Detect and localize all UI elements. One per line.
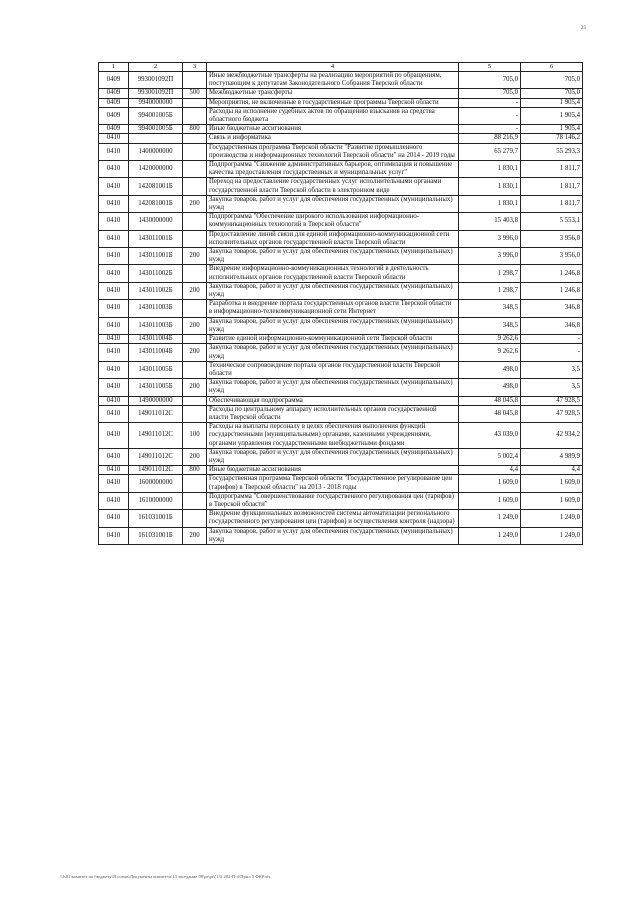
page-number: 25 — [581, 26, 586, 31]
amount-1-cell: 15 403,8 — [459, 213, 521, 230]
item-name-cell: Государственная программа Тверской области "Развитие промышленного производства и информационных технологий Тверской области" на 2014 - 2019 годы — [207, 143, 459, 160]
item-name-cell: Государственная программа Тверской области "Государственное регулирование цен (тарифов) в Тверской области" на 2013 - 2018 годы — [207, 475, 459, 492]
expense-type-cell: 200 — [183, 344, 207, 361]
amount-2-cell: 1 905,4 — [521, 98, 583, 107]
expense-type-cell — [183, 492, 207, 509]
item-name-cell: Закупка товаров, работ и услуг для обеспечения государственных (муниципальных) нужд — [207, 282, 459, 299]
section-code-cell: 0410 — [99, 423, 129, 449]
article-code-cell: 161031001Б — [129, 527, 183, 544]
table-row — [99, 265, 583, 282]
amount-1-cell: 705,0 — [459, 72, 521, 89]
amount-2-cell: 1 905,4 — [521, 107, 583, 124]
expense-type-cell: 200 — [183, 195, 207, 212]
table-row — [99, 107, 583, 124]
section-code-cell: 0410 — [99, 396, 129, 405]
amount-2-cell: 47 928,5 — [521, 396, 583, 405]
amount-1-cell: - — [459, 98, 521, 107]
item-name-cell: Предоставление линий связи для единой информационно-коммуникационной сети исполнительных органов государственной власти Тверской области — [207, 230, 459, 247]
article-code-cell: 149011012С — [129, 466, 183, 475]
table-row — [99, 161, 583, 178]
amount-1-cell: 1 298,7 — [459, 282, 521, 299]
expense-type-cell: 800 — [183, 466, 207, 475]
section-code-cell: 0410 — [99, 161, 129, 178]
article-code-cell: 143011001Б — [129, 248, 183, 265]
table-header-row — [99, 63, 583, 72]
table-row — [99, 72, 583, 89]
expense-type-cell: 200 — [183, 248, 207, 265]
article-code-cell: 1600000000 — [129, 475, 183, 492]
item-name-cell: Расходы по центральному аппарату исполнительных органов государственной власти Тверской области — [207, 405, 459, 422]
article-code-cell: 161031001Б — [129, 510, 183, 527]
item-name-cell: Закупка товаров, работ и услуг для обеспечения государственных (муниципальных) нужд — [207, 344, 459, 361]
table-row — [99, 143, 583, 160]
table-row — [99, 448, 583, 465]
section-code-cell: 0409 — [99, 89, 129, 98]
section-code-cell: 0410 — [99, 300, 129, 317]
article-code-cell: 143011003Б — [129, 300, 183, 317]
expense-type-cell — [183, 230, 207, 247]
amount-2-cell: 1 249,0 — [521, 510, 583, 527]
footer-file-path: \\fs01\комитет по бюджету\Я.созыв\Документы комитета\13 заседание 09\pr\pr\(13) 282-П-4\Прил 5 ФКР.xls — [60, 874, 271, 879]
amount-2-cell: 42 934,2 — [521, 423, 583, 449]
article-code-cell: 1420000000 — [129, 161, 183, 178]
amount-1-cell: 1 830,1 — [459, 195, 521, 212]
amount-1-cell: 3 996,0 — [459, 230, 521, 247]
header-cell-amount-1: 5 — [459, 63, 521, 72]
amount-1-cell: 65 279,7 — [459, 143, 521, 160]
table-row — [99, 317, 583, 334]
article-code-cell: 143011001Б — [129, 230, 183, 247]
amount-2-cell: 3,5 — [521, 361, 583, 378]
item-name-cell: Закупка товаров, работ и услуг для обеспечения государственных (муниципальных) нужд — [207, 379, 459, 396]
amount-1-cell: 1 609,0 — [459, 475, 521, 492]
table-row — [99, 134, 583, 143]
section-code-cell: 0410 — [99, 248, 129, 265]
item-name-cell: Закупка товаров, работ и услуг для обеспечения государственных (муниципальных) нужд — [207, 195, 459, 212]
table-row — [99, 510, 583, 527]
item-name-cell: Внедрение информационно-коммуникационных технологий в деятельность исполнительных органов государственной власти Тверской области — [207, 265, 459, 282]
expense-type-cell — [183, 178, 207, 195]
expense-type-cell — [183, 335, 207, 344]
expense-type-cell: 800 — [183, 125, 207, 134]
header-cell-name: 4 — [207, 63, 459, 72]
item-name-cell: Закупка товаров, работ и услуг для обеспечения государственных (муниципальных) нужд — [207, 317, 459, 334]
amount-2-cell: 346,8 — [521, 300, 583, 317]
amount-1-cell: 1 249,0 — [459, 527, 521, 544]
expense-type-cell: 200 — [183, 379, 207, 396]
amount-2-cell: 4,4 — [521, 466, 583, 475]
item-name-cell: Расходы на выплаты персоналу в целях обеспечения выполнения функций государственными (муниципальными) органами, казенными учреждениями, органами управления государственными внебюджетными фондами — [207, 423, 459, 449]
amount-2-cell: 47 928,5 — [521, 405, 583, 422]
header-cell-amount-2: 6 — [521, 63, 583, 72]
section-code-cell: 0410 — [99, 475, 129, 492]
article-code-cell: 143011004Б — [129, 344, 183, 361]
table-row — [99, 248, 583, 265]
amount-2-cell: 55 293,3 — [521, 143, 583, 160]
amount-2-cell: 1 246,8 — [521, 282, 583, 299]
item-name-cell: Внедрение функциональных возможностей системы автоматизации регионального государственного регулирования цен (тарифов) и осуществления контроля (надзора) — [207, 510, 459, 527]
amount-1-cell: 9 262,6 — [459, 344, 521, 361]
table-row — [99, 125, 583, 134]
expense-type-cell — [183, 300, 207, 317]
section-code-cell: 0409 — [99, 98, 129, 107]
amount-2-cell: 1 609,0 — [521, 492, 583, 509]
item-name-cell: Подпрограмма "Обеспечение широкого использования информационно-коммуникационных технологий в Тверской области" — [207, 213, 459, 230]
article-code-cell: 1400000000 — [129, 143, 183, 160]
amount-2-cell: 346,8 — [521, 317, 583, 334]
amount-2-cell: 4 989,9 — [521, 448, 583, 465]
table-row — [99, 344, 583, 361]
table-row — [99, 405, 583, 422]
header-cell-section: 1 — [99, 63, 129, 72]
table-row — [99, 527, 583, 544]
amount-1-cell: 4,4 — [459, 466, 521, 475]
section-code-cell: 0410 — [99, 344, 129, 361]
amount-1-cell: 348,5 — [459, 317, 521, 334]
amount-1-cell: 88 216,9 — [459, 134, 521, 143]
expense-type-cell: 200 — [183, 527, 207, 544]
item-name-cell: Иные бюджетные ассигнования — [207, 125, 459, 134]
table-row — [99, 282, 583, 299]
table-row — [99, 423, 583, 449]
amount-2-cell: 3,5 — [521, 379, 583, 396]
article-code-cell: 149011012С — [129, 405, 183, 422]
expense-type-cell: 200 — [183, 282, 207, 299]
amount-1-cell: 48 045,8 — [459, 405, 521, 422]
item-name-cell: Переход на предоставление государственных услуг исполнительными органами государственной власти Тверской области в электронном виде — [207, 178, 459, 195]
amount-1-cell: 43 039,0 — [459, 423, 521, 449]
budget-table — [98, 62, 583, 545]
section-code-cell: 0410 — [99, 492, 129, 509]
table-row — [99, 475, 583, 492]
item-name-cell: Мероприятия, не включенные в государственные программы Тверской области — [207, 98, 459, 107]
article-code-cell: 1610000000 — [129, 492, 183, 509]
item-name-cell: Межбюджетные трансферты — [207, 89, 459, 98]
article-code-cell: 994001005Б — [129, 107, 183, 124]
amount-1-cell: 5 002,4 — [459, 448, 521, 465]
table-row — [99, 466, 583, 475]
item-name-cell: Закупка товаров, работ и услуг для обеспечения государственных (муниципальных) нужд — [207, 448, 459, 465]
amount-1-cell: 498,0 — [459, 379, 521, 396]
expense-type-cell — [183, 107, 207, 124]
amount-1-cell: 1 609,0 — [459, 492, 521, 509]
table-row — [99, 89, 583, 98]
table-row — [99, 335, 583, 344]
table-row — [99, 230, 583, 247]
table-row — [99, 379, 583, 396]
expense-type-cell: 200 — [183, 448, 207, 465]
article-code-cell: 142081001Б — [129, 178, 183, 195]
amount-1-cell: 3 996,0 — [459, 248, 521, 265]
table-row — [99, 98, 583, 107]
article-code-cell: 993001092П — [129, 72, 183, 89]
table-row — [99, 213, 583, 230]
item-name-cell: Подпрограмма "Снижение административных барьеров, оптимизация и повышение качества предоставления государственных и муниципальных услуг" — [207, 161, 459, 178]
article-code-cell: 993001092П — [129, 89, 183, 98]
amount-2-cell: 3 956,0 — [521, 230, 583, 247]
amount-1-cell: 1 830,1 — [459, 178, 521, 195]
article-code-cell: 142081001Б — [129, 195, 183, 212]
amount-1-cell: 498,0 — [459, 361, 521, 378]
amount-2-cell: 78 146,2 — [521, 134, 583, 143]
section-code-cell: 0410 — [99, 265, 129, 282]
article-code-cell: 9940000000 — [129, 98, 183, 107]
amount-2-cell: 1 246,8 — [521, 265, 583, 282]
expense-type-cell: 500 — [183, 89, 207, 98]
amount-2-cell: 1 609,0 — [521, 475, 583, 492]
item-name-cell: Закупка товаров, работ и услуг для обеспечения государственных (муниципальных) нужд — [207, 248, 459, 265]
section-code-cell: 0410 — [99, 466, 129, 475]
amount-1-cell: 48 045,8 — [459, 396, 521, 405]
article-code-cell: 149011012С — [129, 423, 183, 449]
table-row — [99, 361, 583, 378]
section-code-cell: 0410 — [99, 448, 129, 465]
item-name-cell: Развитие единой информационно-коммуникационной сети Тверской области — [207, 335, 459, 344]
table-row — [99, 300, 583, 317]
section-code-cell: 0410 — [99, 178, 129, 195]
expense-type-cell — [183, 405, 207, 422]
expense-type-cell — [183, 510, 207, 527]
article-code-cell: 143011004Б — [129, 335, 183, 344]
amount-1-cell: 9 262,6 — [459, 335, 521, 344]
table-row — [99, 195, 583, 212]
amount-1-cell: 348,5 — [459, 300, 521, 317]
section-code-cell: 0410 — [99, 282, 129, 299]
amount-2-cell: 1 905,4 — [521, 125, 583, 134]
item-name-cell: Иные бюджетные ассигнования — [207, 466, 459, 475]
amount-2-cell: 705,0 — [521, 72, 583, 89]
amount-2-cell: 1 811,7 — [521, 161, 583, 178]
expense-type-cell — [183, 213, 207, 230]
amount-2-cell: 1 811,7 — [521, 178, 583, 195]
article-code-cell: 143011002Б — [129, 282, 183, 299]
section-code-cell: 0410 — [99, 361, 129, 378]
article-code-cell: 994001005Б — [129, 125, 183, 134]
article-code-cell: 1490000000 — [129, 396, 183, 405]
article-code-cell: 149011012С — [129, 448, 183, 465]
item-name-cell: Техническое сопровождение портала органов государственной власти Тверской области — [207, 361, 459, 378]
table-row — [99, 396, 583, 405]
item-name-cell: Обеспечивающая подпрограмма — [207, 396, 459, 405]
item-name-cell: Разработка и внедрение портала государственных органов власти Тверской области в информационно-телекоммуникационной сети Интернет — [207, 300, 459, 317]
section-code-cell: 0410 — [99, 335, 129, 344]
article-code-cell — [129, 134, 183, 143]
section-code-cell: 0409 — [99, 107, 129, 124]
item-name-cell: Подпрограмма "Совершенствование государственного регулирования цен (тарифов) в Тверской области" — [207, 492, 459, 509]
amount-1-cell: 1 830,1 — [459, 161, 521, 178]
expense-type-cell: 200 — [183, 317, 207, 334]
expense-type-cell — [183, 475, 207, 492]
expense-type-cell: 100 — [183, 423, 207, 449]
section-code-cell: 0410 — [99, 379, 129, 396]
article-code-cell: 143011003Б — [129, 317, 183, 334]
amount-2-cell: 1 811,7 — [521, 195, 583, 212]
amount-2-cell: 3 956,0 — [521, 248, 583, 265]
item-name-cell: Связь и информатика — [207, 134, 459, 143]
amount-2-cell: 5 553,1 — [521, 213, 583, 230]
amount-1-cell: - — [459, 107, 521, 124]
item-name-cell: Закупка товаров, работ и услуг для обеспечения государственных (муниципальных) нужд — [207, 527, 459, 544]
amount-1-cell: 705,0 — [459, 89, 521, 98]
expense-type-cell — [183, 265, 207, 282]
table-row — [99, 178, 583, 195]
section-code-cell: 0410 — [99, 134, 129, 143]
section-code-cell: 0410 — [99, 195, 129, 212]
section-code-cell: 0410 — [99, 510, 129, 527]
article-code-cell: 143011005Б — [129, 361, 183, 378]
expense-type-cell — [183, 396, 207, 405]
article-code-cell: 143011002Б — [129, 265, 183, 282]
section-code-cell: 0409 — [99, 72, 129, 89]
amount-2-cell: - — [521, 335, 583, 344]
article-code-cell: 143011005Б — [129, 379, 183, 396]
section-code-cell: 0410 — [99, 143, 129, 160]
section-code-cell: 0410 — [99, 405, 129, 422]
header-cell-article: 2 — [129, 63, 183, 72]
section-code-cell: 0409 — [99, 125, 129, 134]
table-row — [99, 492, 583, 509]
expense-type-cell — [183, 143, 207, 160]
expense-type-cell — [183, 72, 207, 89]
amount-2-cell: 1 249,0 — [521, 527, 583, 544]
article-code-cell: 1430000000 — [129, 213, 183, 230]
expense-type-cell — [183, 98, 207, 107]
header-cell-type: 3 — [183, 63, 207, 72]
expense-type-cell — [183, 361, 207, 378]
section-code-cell: 0410 — [99, 230, 129, 247]
amount-1-cell: - — [459, 125, 521, 134]
amount-1-cell: 1 249,0 — [459, 510, 521, 527]
item-name-cell: Иные межбюджетные трансферты на реализацию мероприятий по обращениям, поступающим к депутатам Законодательного Собрания Тверской области — [207, 72, 459, 89]
section-code-cell: 0410 — [99, 317, 129, 334]
expense-type-cell — [183, 161, 207, 178]
expense-type-cell — [183, 134, 207, 143]
amount-2-cell: - — [521, 344, 583, 361]
item-name-cell: Расходы на исполнение судебных актов по обращению взыскания на средства областного бюджета — [207, 107, 459, 124]
amount-2-cell: 705,0 — [521, 89, 583, 98]
amount-1-cell: 1 298,7 — [459, 265, 521, 282]
section-code-cell: 0410 — [99, 527, 129, 544]
section-code-cell: 0410 — [99, 213, 129, 230]
